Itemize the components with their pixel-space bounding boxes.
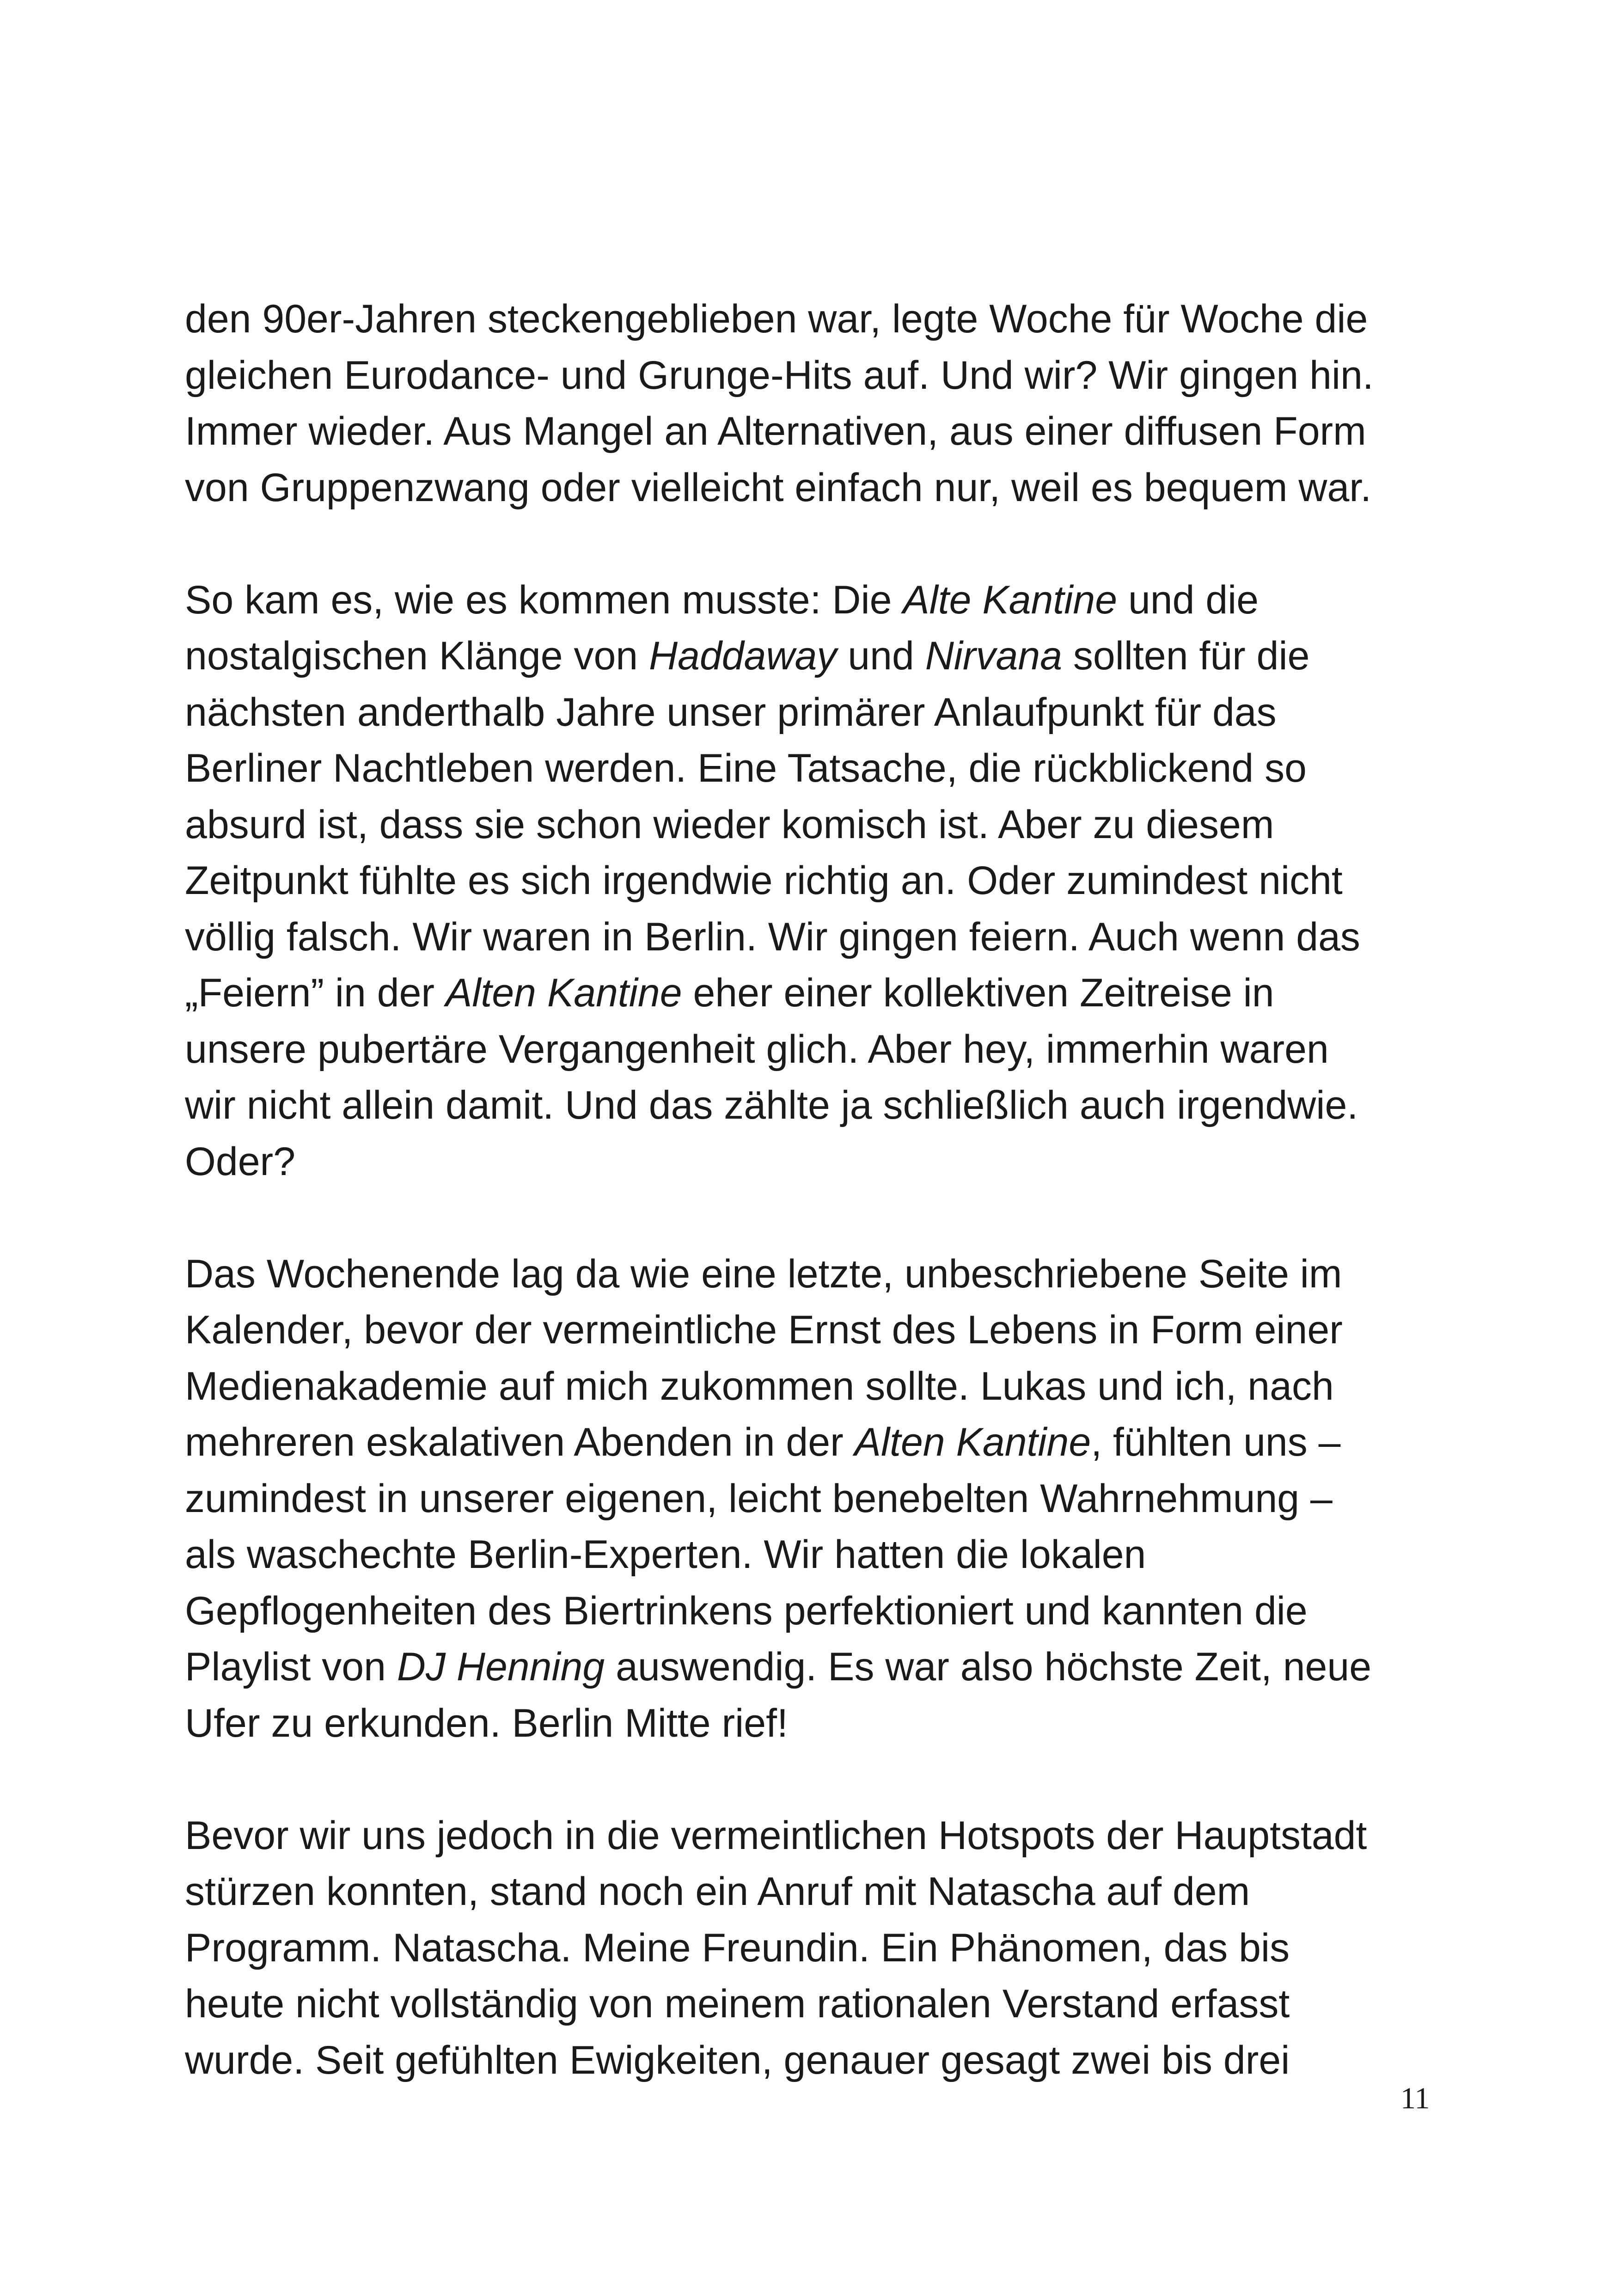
text-segment: Immer wieder. Aus Mangel an Alternativen, aus einer diffusen Form (185, 409, 1366, 453)
italic-title: DJ Henning (397, 1645, 605, 1689)
text-line (185, 1527, 1442, 1583)
text-segment: Ufer zu erkunden. Berlin Mitte rief! (185, 1701, 788, 1745)
text-segment: von Gruppenzwang oder vielleicht einfach nur, weil es bequem war. (185, 465, 1372, 510)
text-segment: absurd ist, dass sie schon wieder komisch ist. Aber zu diesem (185, 802, 1274, 847)
text-segment: eher einer kollektiven Zeitreise in (682, 971, 1274, 1015)
paragraph (185, 1246, 1442, 1752)
paragraph (185, 572, 1442, 1190)
text-segment: und (837, 634, 925, 678)
text-line (185, 1583, 1442, 1640)
text-segment: Bevor wir uns jedoch in die vermeintlichen Hotspots der Hauptstadt (185, 1813, 1367, 1858)
text-line (185, 909, 1442, 966)
text-segment: Programm. Natascha. Meine Freundin. Ein Phänomen, das bis (185, 1925, 1290, 1970)
italic-title: Alten Kantine (445, 971, 682, 1015)
italic-title: Alten Kantine (854, 1420, 1091, 1464)
body-text (185, 291, 1442, 2145)
text-line (185, 1359, 1442, 1415)
text-segment: Playlist von (185, 1645, 397, 1689)
text-line (185, 1808, 1442, 1864)
text-line (185, 1078, 1442, 1134)
text-segment: Oder? (185, 1139, 296, 1184)
italic-title: Nirvana (925, 634, 1063, 678)
paragraph (185, 291, 1442, 516)
italic-title: Haddaway (649, 634, 837, 678)
text-segment: , fühlten uns – (1091, 1420, 1341, 1464)
text-line (185, 2033, 1442, 2089)
text-segment: wurde. Seit gefühlten Ewigkeiten, genauer gesagt zwei bis drei (185, 2038, 1290, 2082)
text-segment: Gepflogenheiten des Biertrinkens perfektioniert und kannten die (185, 1588, 1308, 1633)
text-segment: Zeitpunkt fühlte es sich irgendwie richtig an. Oder zumindest nicht (185, 858, 1343, 903)
text-segment: völlig falsch. Wir waren in Berlin. Wir gingen feiern. Auch wenn das (185, 914, 1360, 959)
text-segment: mehreren eskalativen Abenden in der (185, 1420, 855, 1464)
text-line (185, 628, 1442, 685)
text-segment: heute nicht vollständig von meinem rationalen Verstand erfasst (185, 1982, 1290, 2026)
text-line (185, 1246, 1442, 1303)
text-line (185, 1696, 1442, 1752)
paragraph (185, 1808, 1442, 2089)
text-line (185, 685, 1442, 741)
text-segment: den 90er-Jahren steckengeblieben war, legte Woche für Woche die (185, 297, 1368, 341)
page-number: 11 (1400, 2082, 1430, 2115)
text-segment: Berliner Nachtleben werden. Eine Tatsache, die rückblickend so (185, 746, 1307, 790)
text-segment: nächsten anderthalb Jahre unser primärer Anlaufpunkt für das (185, 690, 1277, 735)
text-line (185, 965, 1442, 1022)
text-line (185, 1471, 1442, 1527)
text-segment: wir nicht allein damit. Und das zählte ja schließlich auch irgendwie. (185, 1083, 1358, 1127)
text-segment: auswendig. Es war also höchste Zeit, neue (605, 1645, 1372, 1689)
text-segment: als waschechte Berlin-Experten. Wir hatten die lokalen (185, 1532, 1146, 1577)
text-line (185, 741, 1442, 797)
text-line (185, 1864, 1442, 1920)
text-segment: „Feiern” in der (185, 971, 446, 1015)
italic-title: Alte Kantine (903, 577, 1118, 622)
text-line (185, 797, 1442, 853)
text-line (185, 572, 1442, 629)
text-line (185, 1976, 1442, 2033)
text-line (185, 853, 1442, 909)
text-line (185, 291, 1442, 348)
text-segment: sollten für die (1062, 634, 1310, 678)
text-line (185, 404, 1442, 460)
text-line (185, 1022, 1442, 1078)
text-segment: nostalgischen Klänge von (185, 634, 649, 678)
text-line (185, 1639, 1442, 1696)
text-line (185, 1920, 1442, 1977)
text-segment: und die (1117, 577, 1259, 622)
text-segment: Medienakademie auf mich zukommen sollte. Lukas und ich, nach (185, 1364, 1334, 1408)
text-segment: zumindest in unserer eigenen, leicht benebelten Wahrnehmung – (185, 1476, 1333, 1521)
text-segment: Das Wochenende lag da wie eine letzte, unbeschriebene Seite im (185, 1251, 1342, 1296)
text-line (185, 1302, 1442, 1359)
text-segment: So kam es, wie es kommen musste: Die (185, 577, 903, 622)
text-segment: stürzen konnten, stand noch ein Anruf mit Natascha auf dem (185, 1869, 1250, 1914)
text-line (185, 348, 1442, 404)
text-segment: gleichen Eurodance- und Grunge-Hits auf. Und wir? Wir gingen hin. (185, 353, 1374, 398)
text-line (185, 1414, 1442, 1471)
text-segment: unsere pubertäre Vergangenheit glich. Aber hey, immerhin waren (185, 1027, 1329, 1071)
text-line (185, 1134, 1442, 1190)
text-segment: Kalender, bevor der vermeintliche Ernst des Lebens in Form einer (185, 1308, 1343, 1352)
text-line (185, 460, 1442, 516)
